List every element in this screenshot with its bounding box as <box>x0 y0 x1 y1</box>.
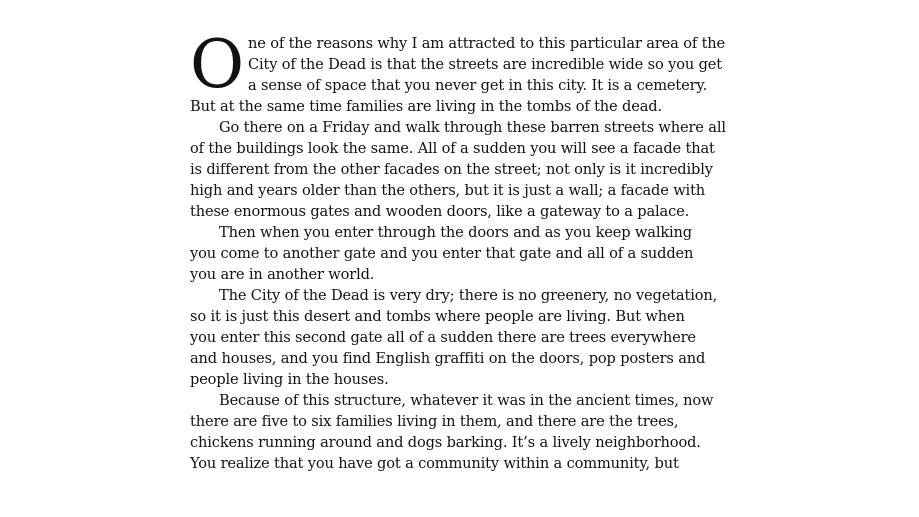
text-line: you come to another gate and you enter that gate and all of a sudden <box>190 245 694 262</box>
text-line: ne of the reasons why I am attracted to this particular area of the <box>247 35 726 52</box>
paragraph-4 <box>190 285 750 390</box>
text-line: and houses, and you find English graffiti on the doors, pop posters and <box>190 350 706 367</box>
text-line: Then when you enter through the doors and as you keep walking <box>219 224 692 241</box>
text-line: chickens running around and dogs barking. It’s a lively neighborhood. <box>190 434 701 451</box>
text-line: Go there on a Friday and walk through these barren streets where all <box>219 119 726 136</box>
text-line: The City of the Dead is very dry; there is no greenery, no vegetation, <box>219 287 718 304</box>
text-line: you are in another world. <box>190 266 375 283</box>
text-line: a sense of space that you never get in this city. It is a cemetery. <box>247 77 708 94</box>
paragraph-1 <box>190 26 750 117</box>
text-line: high and years older than the others, but it is just a wall; a facade with <box>190 182 706 199</box>
text-line: so it is just this desert and tombs where people are living. But when <box>190 308 685 325</box>
paragraph-5 <box>190 390 750 474</box>
paragraph-2 <box>190 117 750 222</box>
text-line: But at the same time families are living in the tombs of the dead. <box>190 98 662 115</box>
text-line: these enormous gates and wooden doors, like a gateway to a palace. <box>190 203 690 220</box>
text-line: is different from the other facades on the street; not only is it incredibly <box>190 161 713 178</box>
text-line: Because of this structure, whatever it was in the ancient times, now <box>219 392 714 409</box>
text-line: you enter this second gate all of a sudden there are trees everywhere <box>190 329 696 346</box>
text-line: people living in the houses. <box>190 371 389 388</box>
text-line: City of the Dead is that the streets are incredible wide so you get <box>247 56 722 73</box>
article-body <box>190 26 750 474</box>
text-line: there are five to six families living in them, and there are the trees, <box>190 413 679 430</box>
drop-cap: O <box>190 26 244 103</box>
paragraph-3 <box>190 222 750 285</box>
text-line: You realize that you have got a community within a community, but <box>190 455 679 472</box>
text-line: of the buildings look the same. All of a sudden you will see a facade that <box>190 140 715 157</box>
